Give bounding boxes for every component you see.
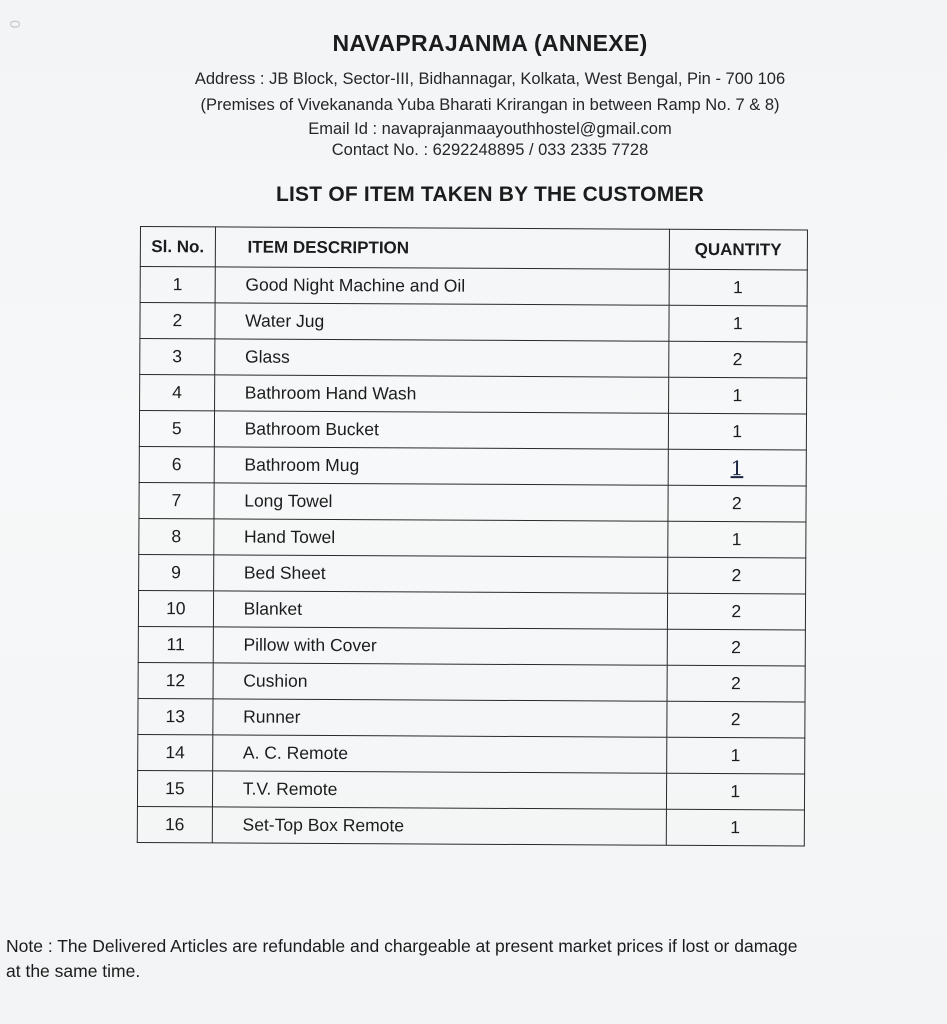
row-item-description: Pillow with Cover [213, 627, 667, 665]
row-sl-no: 2 [140, 303, 215, 339]
header-quantity: QUANTITY [669, 229, 808, 270]
row-sl-no: 3 [140, 339, 215, 375]
row-sl-no: 5 [139, 411, 214, 447]
row-quantity: 2 [667, 485, 806, 522]
table-row [140, 375, 807, 414]
row-quantity: 1 [669, 269, 808, 306]
row-quantity: 2 [667, 557, 806, 594]
table-row [138, 590, 805, 629]
row-sl-no: 12 [138, 662, 213, 698]
items-table [137, 226, 808, 846]
row-item-description: A. C. Remote [212, 735, 666, 773]
table-row [140, 303, 807, 342]
row-item-description: Good Night Machine and Oil [215, 267, 669, 305]
row-quantity: 1 [668, 305, 807, 342]
table-row [139, 554, 806, 593]
table-row [137, 806, 804, 845]
table-row [138, 734, 805, 773]
table-row [139, 411, 806, 450]
premises-line: (Premises of Vivekananda Yuba Bharati Krirangan in between Ramp No. 7 & 8) [200, 96, 780, 114]
row-item-description: Bed Sheet [213, 555, 667, 593]
row-quantity-handwritten [668, 449, 807, 486]
header-item-description: ITEM DESCRIPTION [215, 227, 669, 269]
row-quantity: 1 [668, 377, 807, 414]
table-row [139, 518, 806, 557]
note-text [6, 934, 947, 984]
email-line: Email Id : navaprajanmaayouthhostel@gmail.com [308, 120, 672, 138]
address-line: Address : JB Block, Sector-III, Bidhannagar, Kolkata, West Bengal, Pin - 700 106 [194, 70, 786, 88]
row-quantity: 2 [666, 701, 805, 738]
row-sl-no: 10 [138, 590, 213, 626]
row-quantity: 2 [668, 341, 807, 378]
table-header-row [140, 227, 807, 270]
row-sl-no: 14 [138, 734, 213, 770]
table-row [140, 339, 807, 378]
table-row [140, 267, 807, 306]
table-row [138, 662, 805, 701]
row-item-description: Runner [213, 699, 667, 737]
row-quantity: 2 [667, 629, 806, 666]
row-quantity: 1 [667, 521, 806, 558]
page-title: NAVAPRAJANMA (ANNEXE) [332, 30, 648, 56]
row-item-description: Cushion [213, 663, 667, 701]
row-item-description: Hand Towel [213, 519, 667, 557]
row-sl-no: 1 [140, 267, 215, 303]
note-line-1: Note : The Delivered Articles are refundable and chargeable at present market prices if lost or damage [6, 936, 798, 956]
table-row [138, 626, 805, 665]
row-sl-no: 8 [139, 518, 214, 554]
row-item-description: Long Towel [214, 483, 668, 521]
watermark-text: 0 [6, 20, 23, 30]
row-sl-no: 7 [139, 482, 214, 518]
table-row [139, 446, 806, 485]
row-item-description: Bathroom Hand Wash [214, 375, 668, 413]
row-item-description: Bathroom Mug [214, 447, 668, 485]
table-row [139, 482, 806, 521]
table-row [138, 698, 805, 737]
row-item-description: Set-Top Box Remote [212, 807, 666, 845]
row-sl-no: 11 [138, 626, 213, 662]
row-quantity: 1 [666, 773, 805, 810]
row-quantity: 1 [666, 737, 805, 774]
row-sl-no: 6 [139, 446, 214, 482]
row-sl-no: 13 [138, 698, 213, 734]
row-item-description: Glass [214, 339, 668, 377]
note-line-2: at the same time. [6, 961, 141, 981]
row-item-description: T.V. Remote [212, 771, 666, 809]
row-quantity: 2 [667, 665, 806, 702]
row-sl-no: 4 [140, 375, 215, 411]
row-item-description: Water Jug [215, 303, 669, 341]
list-title: LIST OF ITEM TAKEN BY THE CUSTOMER [276, 183, 704, 206]
row-item-description: Blanket [213, 591, 667, 629]
row-sl-no: 9 [139, 554, 214, 590]
row-sl-no: 16 [137, 806, 212, 842]
table-row [137, 770, 804, 809]
header-sl-no: Sl. No. [140, 227, 215, 267]
row-item-description: Bathroom Bucket [214, 411, 668, 449]
contact-line: Contact No. : 6292248895 / 033 2335 7728 [331, 141, 649, 159]
row-quantity: 2 [667, 593, 806, 630]
row-quantity: 1 [666, 809, 805, 846]
handwritten-quantity: 1 [730, 455, 744, 480]
row-quantity: 1 [668, 413, 807, 450]
row-sl-no: 15 [137, 770, 212, 806]
